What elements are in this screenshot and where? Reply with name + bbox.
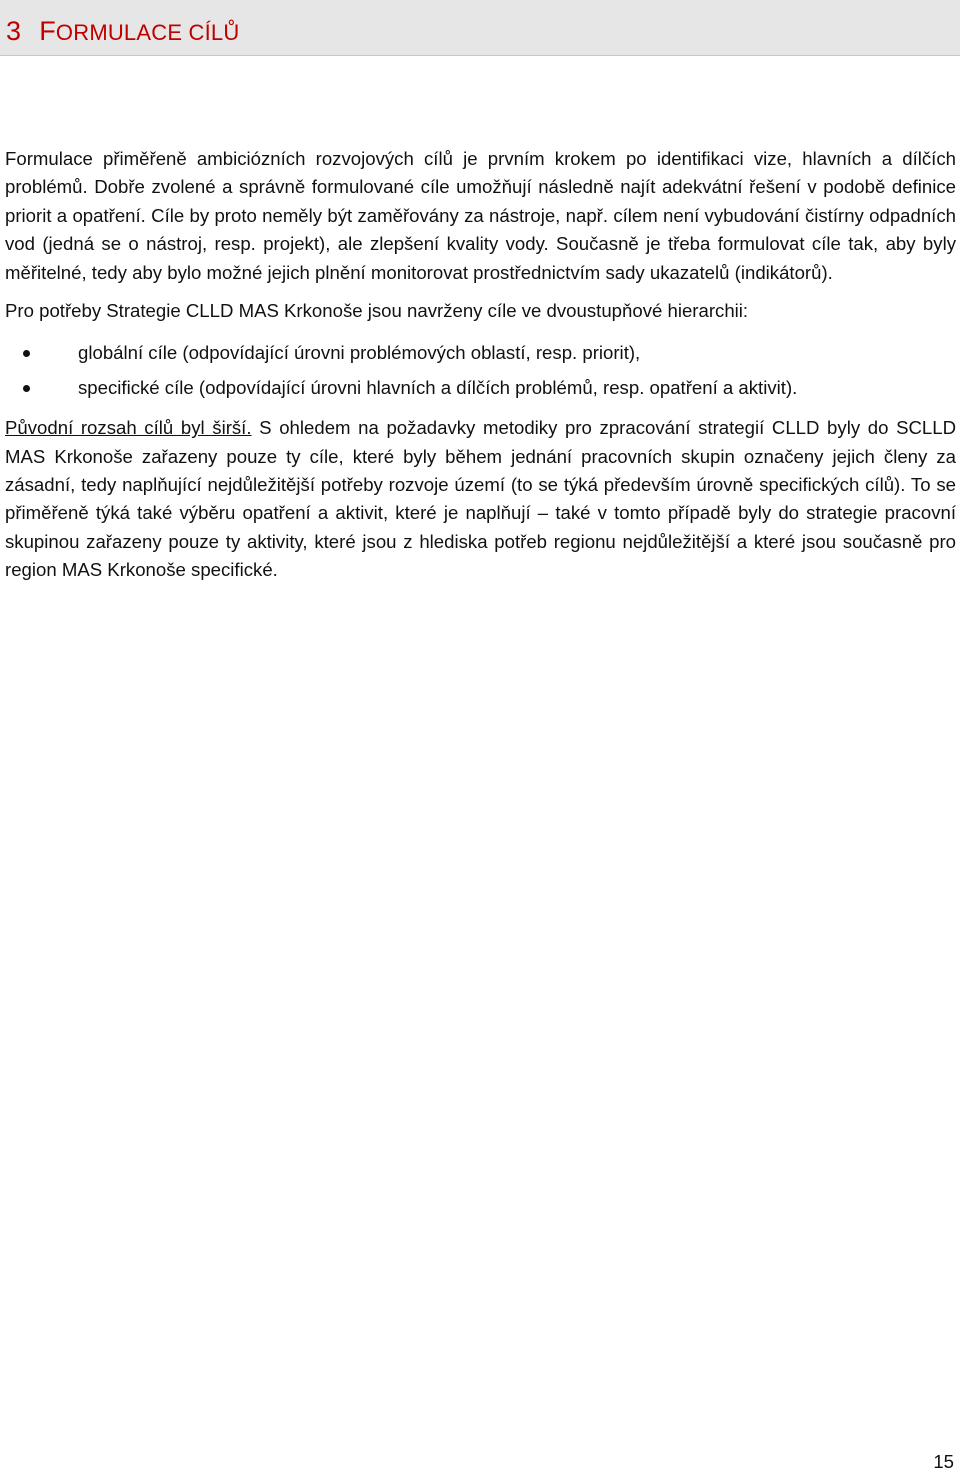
- heading-bar: [0, 0, 960, 56]
- goals-list: [5, 339, 956, 402]
- section-number: 3: [6, 16, 22, 46]
- bullet-icon: [23, 350, 30, 357]
- section-heading: [6, 14, 239, 50]
- paragraph-hierarchy: Pro potřeby Strategie CLLD MAS Krkonoše jsou navrženy cíle ve dvoustupňové hierarchii:: [5, 300, 749, 322]
- paragraph-intro: Formulace přiměřeně ambiciózních rozvojových cílů je prvním krokem po identifikaci vize, hlavních a dílčích problémů. Dobře zvolené a správně formulované cíle umožňují následně najít adekvátní řešení v podobě definice priorit a opatření. Cíle by proto neměly být zaměřovány za nástroje, např. cílem není vybudování čistírny odpadních vod (jedná se o nástroj, resp. projekt), ale zlepšení kvality vody. Současně je třeba formulovat cíle tak, aby byly měřitelné, tedy aby bylo možné jejich plnění monitorovat prostřednictvím sady ukazatelů (indikátorů).: [5, 148, 956, 283]
- list-item-text: specifické cíle (odpovídající úrovni hlavních a dílčích problémů, resp. opatření a aktivit).: [78, 376, 798, 398]
- paragraph-scope: [5, 414, 956, 584]
- list-item-text: globální cíle (odpovídající úrovni problémových oblastí, resp. priorit),: [78, 342, 641, 364]
- document-body: [5, 145, 956, 585]
- list-item: [5, 339, 956, 367]
- list-item: [5, 374, 956, 402]
- section-title-initial: F: [39, 16, 56, 46]
- page-number: 15: [933, 1451, 954, 1472]
- paragraph-scope-rest: S ohledem na požadavky metodiky pro zpracování strategií CLLD byly do SCLLD MAS Krkonoše zařazeny pouze ty cíle, které byly během jednání pracovních skupin označeny jejich členy za zásadní, tedy naplňující nejdůležitější potřeby rozvoje území (to se týká především úrovně specifických cílů). To se přiměřeně týká také výběru opatření a aktivit, které je naplňují – také v tomto případě byly do strategie pracovní skupinou zařazeny pouze ty aktivity, které jsou z hlediska potřeb regionu nejdůležitější a které jsou současně pro region MAS Krkonoše specifické.: [5, 417, 957, 581]
- bullet-icon: [23, 385, 30, 392]
- section-title-rest: ORMULACE CÍLŮ: [55, 20, 240, 45]
- paragraph-scope-underlined: Původní rozsah cílů byl širší.: [5, 417, 252, 439]
